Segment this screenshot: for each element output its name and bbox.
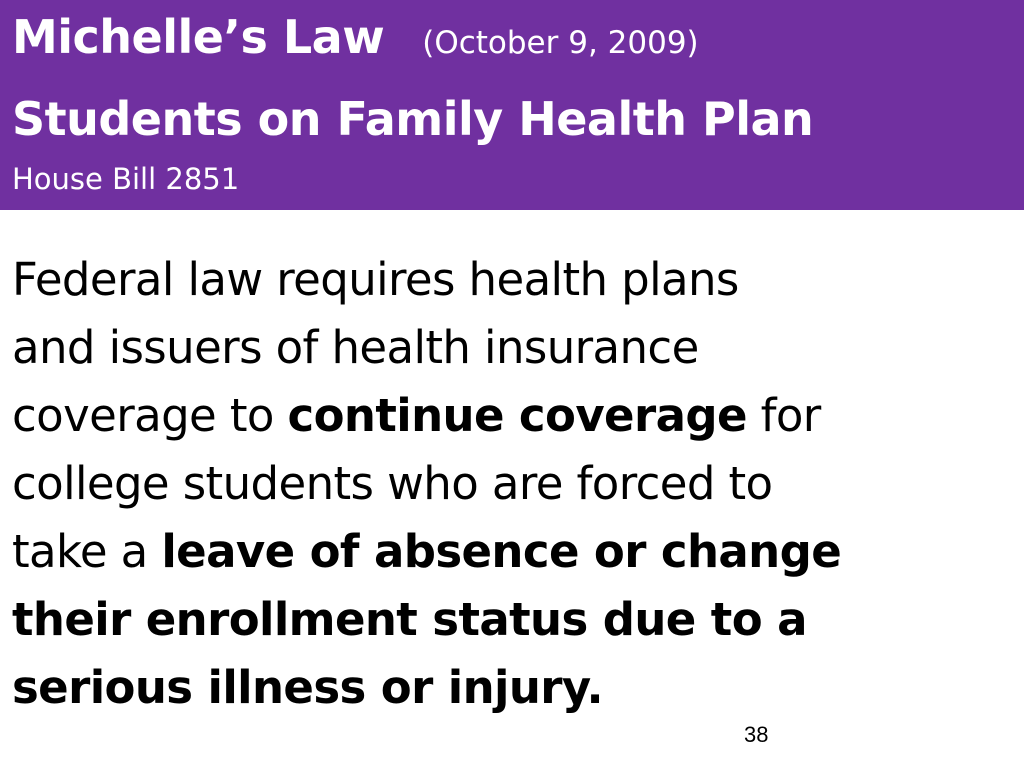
- slide-title: Michelle’s Law: [12, 10, 385, 64]
- body-line-7: serious illness or injury.: [12, 661, 603, 714]
- title-banner: [0, 0, 1024, 210]
- body-line-3: [12, 382, 1012, 450]
- body-line-5: [12, 518, 1012, 586]
- title-date: (October 9, 2009): [422, 25, 699, 61]
- body-text-emphasis: leave of absence or change: [161, 525, 842, 578]
- slide-subtitle: Students on Family Health Plan: [12, 92, 814, 146]
- title-line: [12, 10, 699, 64]
- body-text-plain: take a: [12, 525, 162, 578]
- body-line-1: Federal law requires health plans: [12, 253, 739, 306]
- body-text-plain: for: [746, 389, 821, 442]
- bill-number: House Bill 2851: [12, 162, 240, 196]
- page-number: 38: [744, 722, 769, 747]
- body-text-plain: coverage to: [12, 389, 288, 442]
- body-line-6: their enrollment status due to a: [12, 593, 807, 646]
- body-text-emphasis: continue coverage: [287, 389, 747, 442]
- body-line-4: college students who are forced to: [12, 457, 773, 510]
- body-line-2: and issuers of health insurance: [12, 321, 699, 374]
- slide-body: [12, 246, 1012, 722]
